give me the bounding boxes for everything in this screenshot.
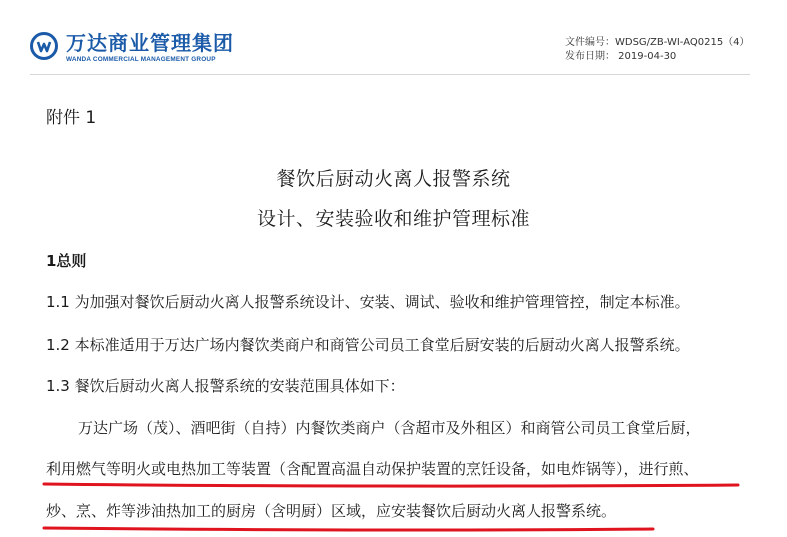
company-name-cn: 万达商业管理集团: [66, 31, 234, 55]
document-meta: [565, 36, 750, 64]
document-title-line1: 餐饮后厨动火离人报警系统: [276, 168, 511, 190]
clause-1-1: 1.1 为加强对餐饮后厨动火离人报警系统设计、安装、调试、验收和维护管理管控，制定本标准。: [46, 293, 690, 311]
scope-line-3: 炒、烹、炸等涉油热加工的厨房（含明厨）区域，应安装餐饮后厨动火离人报警系统。: [46, 502, 617, 520]
red-underline-1: [44, 484, 738, 486]
clause-1-3: 1.3 餐饮后厨动火离人报警系统的安装范围具体如下：: [46, 377, 405, 395]
scope-line-1: 万达广场（茂）、酒吧街（自持）内餐饮类商户（含超市及外租区）和商管公司员工食堂后厨，: [78, 419, 701, 437]
publish-date: 发布日期： 2019-04-30: [565, 51, 677, 62]
wanda-logo-icon: [30, 32, 58, 60]
attachment-label: 附件 1: [46, 108, 97, 128]
section-heading: 1总则: [46, 252, 87, 270]
document-header: [0, 0, 787, 80]
red-underline-2: [44, 528, 653, 530]
scope-line-2: 利用燃气等明火或电热加工等装置（含配置高温自动保护装置的烹饪设备，如电炸锅等），进行煎、: [46, 460, 699, 478]
document-title-line2: 设计、安装验收和维护管理标准: [256, 208, 530, 230]
company-logo: [30, 32, 234, 63]
company-name-en: WANDA COMMERCIAL MANAGEMENT GROUP: [66, 56, 216, 63]
clause-1-2: 1.2 本标准适用于万达广场内餐饮类商户和商管公司员工食堂后厨安装的后厨动火离人报警系统。: [46, 336, 690, 354]
file-number: 文件编号：WDSG/ZB-WI-AQ0215（4）: [565, 37, 750, 48]
header-divider: [30, 74, 750, 75]
